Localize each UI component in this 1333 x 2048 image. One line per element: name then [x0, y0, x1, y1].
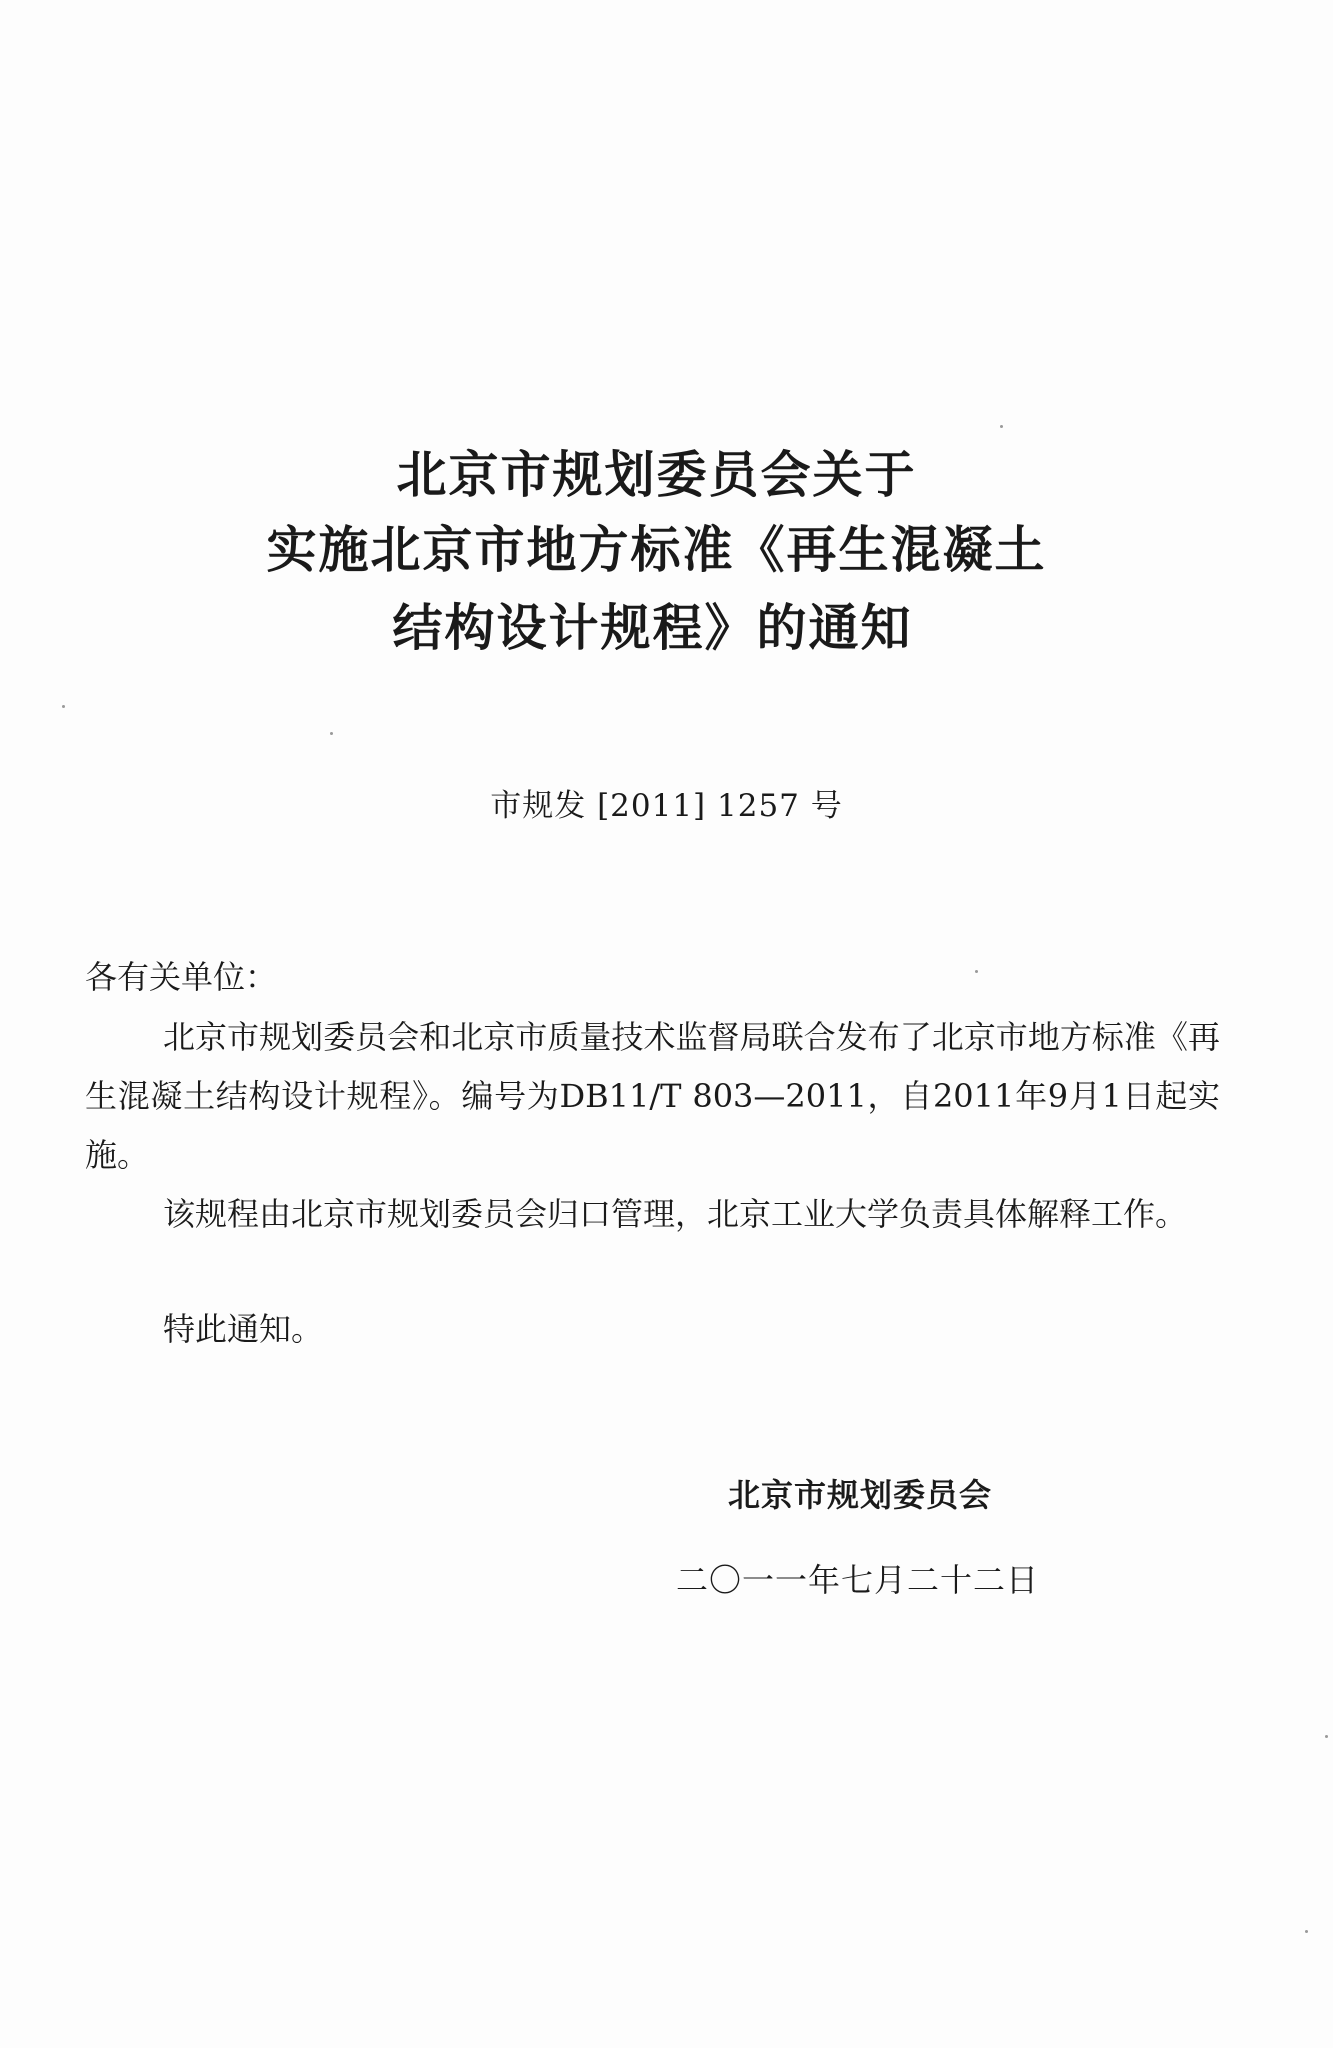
paragraph-text: 该规程由北京市规划委员会归口管理，北京工业大学负责具体解释工作。	[163, 1195, 1188, 1233]
scan-speck	[1000, 425, 1003, 428]
paragraph-closing	[85, 1300, 1220, 1359]
scan-speck	[330, 732, 333, 735]
notice-title-line-1: 北京市规划委员会关于	[396, 446, 917, 504]
paragraph-management	[85, 1185, 1220, 1244]
issuer-signature: 北京市规划委员会	[728, 1476, 993, 1514]
notice-title-line-2: 实施北京市地方标准《再生混凝土	[266, 521, 1047, 579]
paragraph-text: 特此通知。	[163, 1310, 324, 1348]
salutation: 各有关单位：	[85, 958, 278, 996]
scan-speck	[975, 970, 978, 973]
scan-speck	[1325, 1735, 1328, 1738]
paragraph-text: 北京市规划委员会和北京市质量技术监督局联合发布了北京市地方标准《再生混凝土结构设计规程》。编号为DB11/T 803—2011，自2011年9月1日起实施。	[85, 1018, 1220, 1174]
paragraph-announcement	[85, 1008, 1220, 1185]
scan-speck	[1305, 1930, 1308, 1933]
document-number: 市规发 [2011] 1257 号	[490, 788, 843, 824]
notice-title-line-3: 结构设计规程》的通知	[392, 599, 913, 657]
scan-speck	[62, 705, 65, 708]
issue-date: 二〇一一年七月二十二日	[676, 1561, 1040, 1599]
